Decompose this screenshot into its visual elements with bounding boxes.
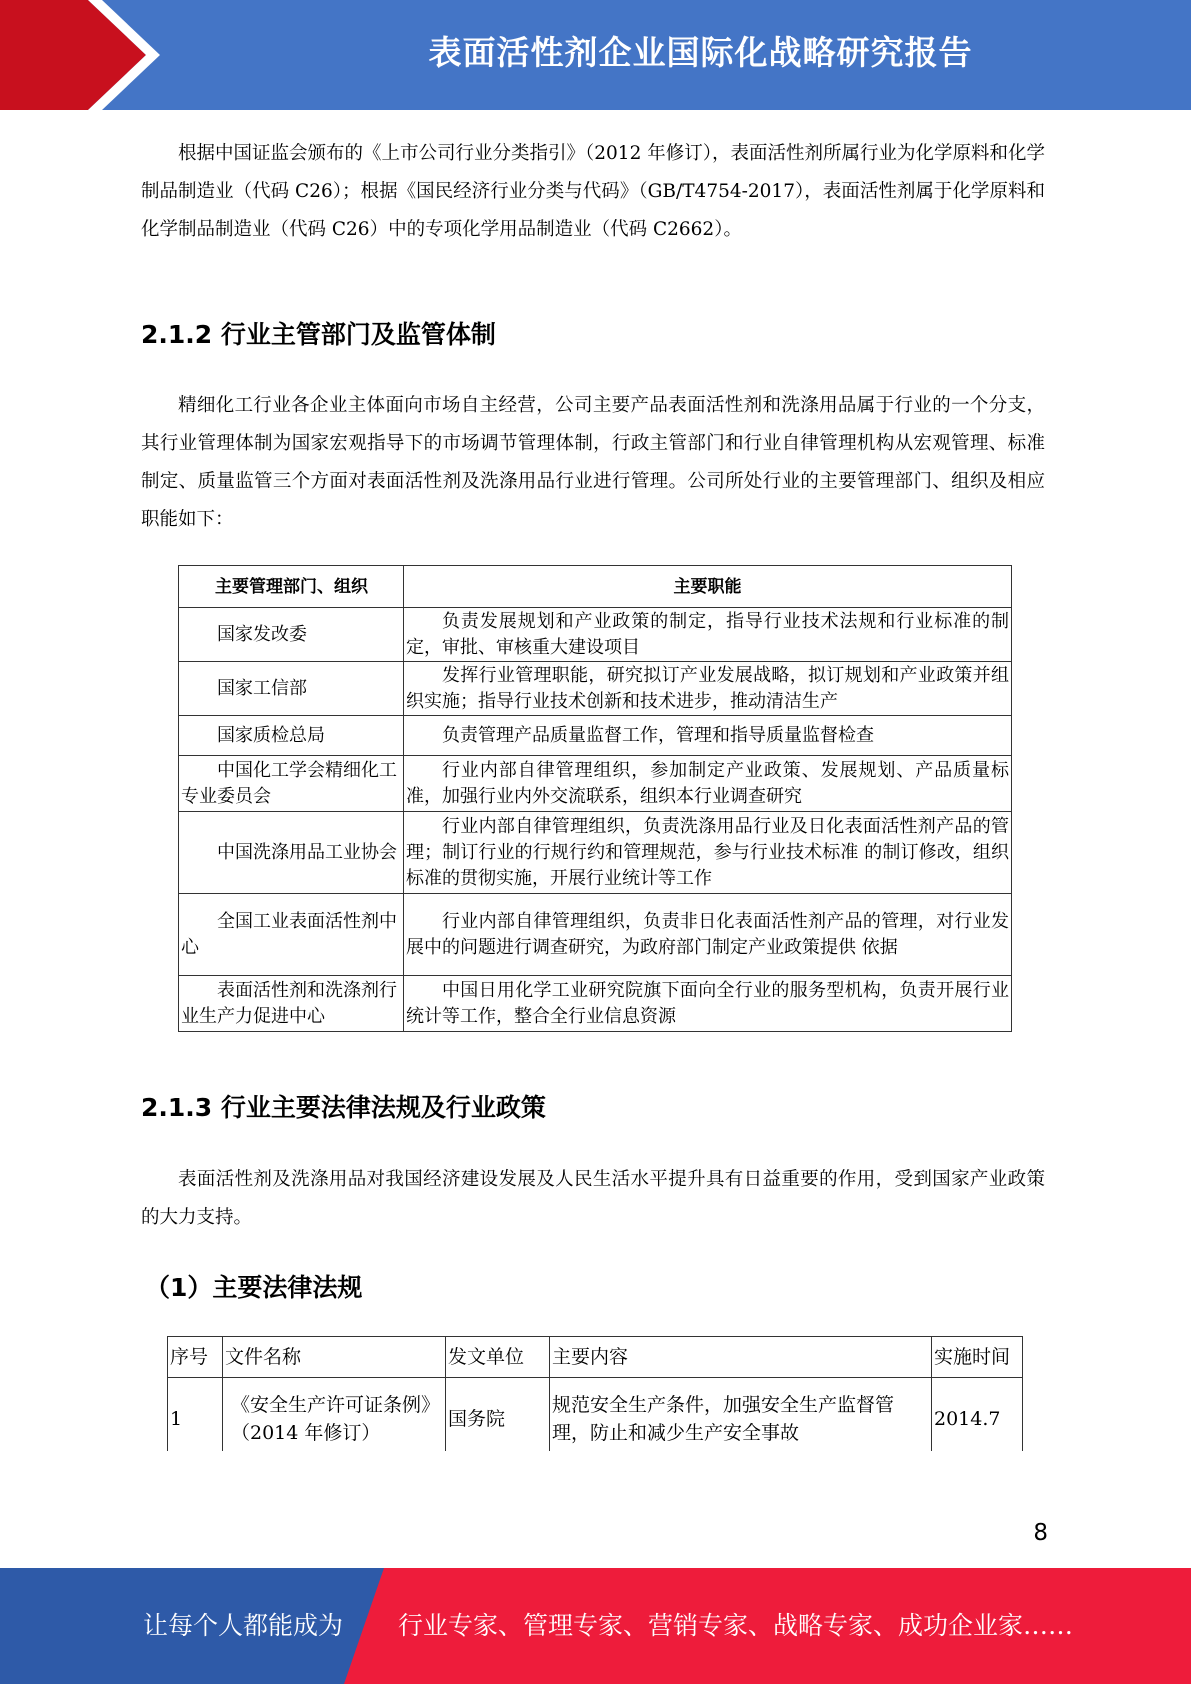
section-heading-2-1-2: 2.1.2 行业主管部门及监管体制 (141, 320, 496, 349)
footer-slogan-right: 行业专家、管理专家、营销专家、战略专家、成功企业家…… (398, 1611, 1074, 1640)
column-header-index: 序号 (168, 1337, 223, 1378)
dept-name: 国家质检总局 (179, 716, 404, 756)
law-issuer: 国务院 (446, 1378, 550, 1452)
table-row (168, 1378, 1023, 1452)
column-header-functions: 主要职能 (404, 566, 1012, 608)
law-content: 规范安全生产条件，加强安全生产监督管理，防止和减少生产安全事故 (550, 1378, 932, 1452)
table-row (179, 976, 1012, 1032)
table-header-row (179, 566, 1012, 608)
dept-name: 中国洗涤用品工业协会 (179, 812, 404, 894)
dept-name: 国家发改委 (179, 608, 404, 662)
body-section-1 (141, 135, 1045, 249)
column-header-dept: 主要管理部门、组织 (179, 566, 404, 608)
paragraph-policy-support: 表面活性剂及洗涤用品对我国经济建设发展及人民生活水平提升具有日益重要的作用，受到国家产业政策的大力支持。 (141, 1169, 1045, 1228)
body-section-2 (141, 387, 1045, 539)
page-header (0, 0, 1191, 110)
dept-function: 发挥行业管理职能，研究拟订产业发展战略，拟订规划和产业政策并组织实施；指导行业技术创新和技术进步，推动清洁生产 (404, 662, 1012, 716)
table-row (179, 812, 1012, 894)
dept-function: 行业内部自律管理组织，负责非日化表面活性剂产品的管理，对行业发展中的问题进行调查研究，为政府部门制定产业政策提供 依据 (404, 894, 1012, 976)
dept-name: 表面活性剂和洗涤剂行业生产力促进中心 (179, 976, 404, 1032)
column-header-doc-name: 文件名称 (223, 1337, 446, 1378)
column-header-issuer: 发文单位 (446, 1337, 550, 1378)
laws-table-clip (167, 1336, 1025, 1451)
dept-function: 行业内部自律管理组织，参加制定产业政策、发展规划、产品质量标准，加强行业内外交流联系，组织本行业调查研究 (404, 756, 1012, 812)
law-index: 1 (168, 1378, 223, 1452)
paragraph-regulatory-system: 精细化工行业各企业主体面向市场自主经营，公司主要产品表面活性剂和洗涤用品属于行业的一个分支，其行业管理体制为国家宏观指导下的市场调节管理体制，行政主管部门和行业自律管理机构从宏观管理、标准制定、质量监管三个方面对表面活性剂及洗涤用品行业进行管理。公司所处行业的主要管理部门、组织及相应职能如下： (141, 395, 1045, 530)
table-row (179, 608, 1012, 662)
report-title: 表面活性剂企业国际化战略研究报告 (428, 33, 973, 72)
law-doc-name: 《安全生产许可证条例》（2014 年修订） (223, 1378, 446, 1452)
column-header-effective-date: 实施时间 (932, 1337, 1023, 1378)
section-heading-2-1-3: 2.1.3 行业主要法律法规及行业政策 (141, 1093, 546, 1122)
dept-name: 国家工信部 (179, 662, 404, 716)
page-footer (0, 1568, 1191, 1684)
dept-name: 全国工业表面活性剂中心 (179, 894, 404, 976)
table-header-row (168, 1337, 1023, 1378)
body-section-3 (141, 1161, 1045, 1237)
dept-function: 中国日用化学工业研究院旗下面向全行业的服务型机构，负责开展行业统计等工作，整合全行业信息资源 (404, 976, 1012, 1032)
footer-slogan-left: 让每个人都能成为 (143, 1611, 344, 1640)
dept-functions-table (178, 565, 1012, 1032)
paragraph-industry-classification: 根据中国证监会颁布的《上市公司行业分类指引》（2012 年修订），表面活性剂所属行业为化学原料和化学制品制造业（代码 C26）；根据《国民经济行业分类与代码》（GB/T4754-2017），表面活性剂属于化学原料和化学制品制造业（代码 C26）中的专项化学用品制造业（代码 C2662）。 (141, 143, 1045, 240)
dept-function: 负责发展规划和产业政策的制定，指导行业技术法规和行业标准的制定，审批、审核重大建设项目 (404, 608, 1012, 662)
laws-table (167, 1336, 1023, 1451)
table-row (179, 756, 1012, 812)
table-row (179, 662, 1012, 716)
law-effective-date: 2014.7 (932, 1378, 1023, 1452)
table-row (179, 894, 1012, 976)
table-row (179, 716, 1012, 756)
page-number: 8 (1033, 1520, 1048, 1546)
subheading-main-laws: （1）主要法律法规 (145, 1273, 363, 1302)
dept-function: 负责管理产品质量监督工作，管理和指导质量监督检查 (404, 716, 1012, 756)
dept-name: 中国化工学会精细化工专业委员会 (179, 756, 404, 812)
column-header-content: 主要内容 (550, 1337, 932, 1378)
dept-function: 行业内部自律管理组织，负责洗涤用品行业及日化表面活性剂产品的管理；制订行业的行规行约和管理规范，参与行业技术标准 的制订修改，组织标准的贯彻实施，开展行业统计等工作 (404, 812, 1012, 894)
